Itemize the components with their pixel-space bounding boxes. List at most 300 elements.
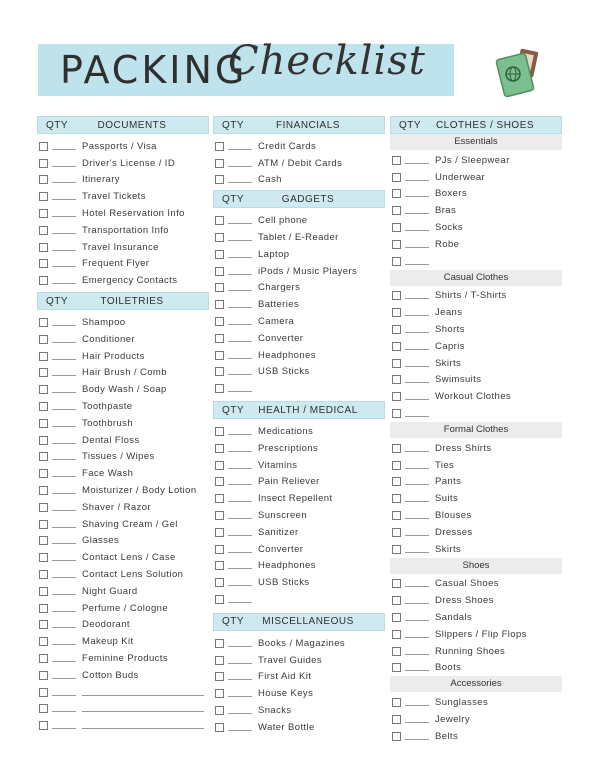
item-label: Converter (258, 332, 304, 344)
qty-field[interactable] (52, 560, 76, 561)
qty-field[interactable] (405, 230, 429, 231)
qty-field[interactable] (228, 518, 252, 519)
qty-field[interactable] (52, 166, 76, 167)
checkbox[interactable] (39, 352, 48, 361)
item-label: Dress Shoes (435, 595, 494, 607)
checkbox[interactable] (392, 240, 401, 249)
checkbox[interactable] (39, 385, 48, 394)
qty-field[interactable] (405, 620, 429, 621)
list-accessories (390, 694, 562, 744)
checkbox[interactable] (39, 209, 48, 218)
checkbox[interactable] (392, 613, 401, 622)
qty-field[interactable] (52, 577, 76, 578)
subheader-essentials: Essentials (390, 134, 562, 150)
qty-field[interactable] (52, 459, 76, 460)
qty-field[interactable] (52, 594, 76, 595)
qty-field[interactable] (228, 257, 252, 258)
checkbox[interactable] (392, 291, 401, 300)
checkbox[interactable] (392, 342, 401, 351)
qty-label: QTY (221, 616, 245, 628)
checkbox[interactable] (39, 688, 48, 697)
checkbox[interactable] (215, 561, 224, 570)
qty-field[interactable] (228, 713, 252, 714)
checkbox[interactable] (392, 156, 401, 165)
checkbox[interactable] (39, 671, 48, 680)
checklist-item (390, 253, 562, 270)
checklist-item (390, 592, 562, 609)
checkbox[interactable] (39, 142, 48, 151)
checklist-item (390, 355, 562, 372)
checkbox[interactable] (39, 226, 48, 235)
qty-field[interactable] (52, 182, 76, 183)
qty-field[interactable] (405, 315, 429, 316)
checkbox[interactable] (215, 142, 224, 151)
qty-field[interactable] (52, 199, 76, 200)
checkbox[interactable] (392, 173, 401, 182)
qty-field[interactable] (228, 358, 252, 359)
checkbox[interactable] (39, 318, 48, 327)
item-label: USB Sticks (258, 366, 310, 378)
checklist-item (213, 229, 385, 246)
checkbox[interactable] (215, 477, 224, 486)
checkbox[interactable] (392, 579, 401, 588)
checkbox[interactable] (39, 570, 48, 579)
checklist-item (213, 507, 385, 524)
checklist-item (390, 321, 562, 338)
checkbox[interactable] (392, 545, 401, 554)
section-header-clothes (390, 116, 562, 134)
checkbox[interactable] (215, 427, 224, 436)
checkbox[interactable] (392, 647, 401, 656)
qty-field[interactable] (228, 696, 252, 697)
qty-field[interactable] (52, 493, 76, 494)
checkbox[interactable] (392, 223, 401, 232)
item-label: Travel Guides (258, 654, 322, 666)
qty-field[interactable] (52, 149, 76, 150)
qty-field[interactable] (228, 468, 252, 469)
qty-field[interactable] (52, 266, 76, 267)
checkbox[interactable] (39, 419, 48, 428)
checklist-item (390, 457, 562, 474)
section-header-health (213, 401, 385, 419)
qty-field[interactable] (52, 627, 76, 628)
qty-field[interactable] (52, 216, 76, 217)
qty-field[interactable] (52, 476, 76, 477)
checklist-item (37, 138, 209, 155)
checkbox[interactable] (39, 259, 48, 268)
qty-field[interactable] (52, 543, 76, 544)
section-title: TOILETRIES (100, 295, 164, 307)
qty-field[interactable] (52, 644, 76, 645)
item-label: Dental Floss (82, 434, 140, 446)
checkbox[interactable] (392, 511, 401, 520)
checkbox[interactable] (392, 359, 401, 368)
checkbox[interactable] (39, 704, 48, 713)
qty-field[interactable] (405, 298, 429, 299)
qty-field[interactable] (52, 678, 76, 679)
item-label: Boxers (435, 188, 467, 200)
item-label: Casual Shoes (435, 578, 499, 590)
checkbox[interactable] (215, 384, 224, 393)
item-label: Swimsuits (435, 374, 482, 386)
checkbox[interactable] (39, 620, 48, 629)
checkbox[interactable] (39, 452, 48, 461)
qty-field[interactable] (52, 728, 76, 729)
checkbox[interactable] (392, 189, 401, 198)
checkbox[interactable] (39, 721, 48, 730)
qty-field[interactable] (52, 359, 76, 360)
qty-field[interactable] (52, 233, 76, 234)
checkbox[interactable] (39, 637, 48, 646)
checklist-item (213, 364, 385, 381)
qty-field[interactable] (52, 426, 76, 427)
checklist-item (37, 314, 209, 331)
item-label: Dress Shirts (435, 442, 492, 454)
write-in-line[interactable] (82, 711, 204, 712)
checkbox[interactable] (39, 175, 48, 184)
checklist-item (390, 236, 562, 253)
qty-field[interactable] (52, 250, 76, 251)
checklist-item (37, 566, 209, 583)
section-title: FINANCIALS (276, 119, 340, 131)
checkbox[interactable] (39, 368, 48, 377)
write-in-line[interactable] (82, 728, 204, 729)
item-label: Contact Lens / Case (82, 552, 176, 564)
qty-field[interactable] (228, 341, 252, 342)
item-label: Snacks (258, 705, 292, 716)
qty-field[interactable] (405, 399, 429, 400)
checkbox[interactable] (392, 444, 401, 453)
qty-field[interactable] (52, 695, 76, 696)
checkbox[interactable] (39, 469, 48, 478)
checkbox[interactable] (215, 216, 224, 225)
checkbox[interactable] (215, 300, 224, 309)
item-label: Robe (435, 238, 460, 250)
checkbox[interactable] (215, 175, 224, 184)
checkbox[interactable] (215, 494, 224, 503)
subheader-accessories: Accessories (390, 676, 562, 692)
checkbox[interactable] (392, 715, 401, 724)
item-label: Capris (435, 340, 465, 352)
qty-field[interactable] (228, 501, 252, 502)
checklist-item (390, 186, 562, 203)
qty-field[interactable] (228, 730, 252, 731)
qty-field[interactable] (228, 274, 252, 275)
qty-field[interactable] (228, 290, 252, 291)
checkbox[interactable] (215, 159, 224, 168)
checkbox[interactable] (392, 461, 401, 470)
checkbox[interactable] (215, 461, 224, 470)
qty-field[interactable] (405, 670, 429, 671)
qty-label: QTY (221, 193, 245, 205)
checkbox[interactable] (39, 402, 48, 411)
item-label: Batteries (258, 299, 300, 311)
qty-field[interactable] (228, 391, 252, 392)
item-label: Sunglasses (435, 697, 489, 709)
checkbox[interactable] (392, 630, 401, 639)
checklist-item (37, 617, 209, 634)
section-title: CLOTHES / SHOES (435, 119, 535, 131)
qty-field[interactable] (228, 646, 252, 647)
qty-field[interactable] (52, 661, 76, 662)
checkbox[interactable] (39, 276, 48, 285)
qty-field[interactable] (405, 163, 429, 164)
checklist-item (390, 490, 562, 507)
item-label: Vitamins (258, 459, 298, 471)
section-header-toiletries (37, 292, 209, 310)
qty-field[interactable] (405, 451, 429, 452)
qty-field[interactable] (228, 240, 252, 241)
checkbox[interactable] (215, 267, 224, 276)
checklist-item (390, 728, 562, 745)
checklist-item (213, 280, 385, 297)
qty-field[interactable] (52, 392, 76, 393)
checkbox[interactable] (215, 351, 224, 360)
qty-field[interactable] (228, 451, 252, 452)
section-header-gadgets (213, 190, 385, 208)
item-label: Driver's License / ID (82, 157, 176, 169)
checkbox[interactable] (215, 639, 224, 648)
checkbox[interactable] (215, 367, 224, 376)
checklist-item (213, 490, 385, 507)
section-header-documents (37, 116, 209, 134)
qty-field[interactable] (405, 180, 429, 181)
checkbox[interactable] (39, 604, 48, 613)
section-header-financials (213, 116, 385, 134)
checkbox[interactable] (215, 511, 224, 520)
checkbox[interactable] (39, 503, 48, 512)
qty-field[interactable] (228, 585, 252, 586)
qty-field[interactable] (228, 663, 252, 664)
checklist-item (213, 347, 385, 364)
qty-field[interactable] (228, 182, 252, 183)
section-title: MISCELLANEOUS (262, 616, 354, 628)
checkbox[interactable] (392, 528, 401, 537)
qty-field[interactable] (228, 484, 252, 485)
item-label: Toothbrush (82, 417, 134, 429)
checkbox[interactable] (215, 706, 224, 715)
item-label: Dresses (435, 526, 473, 538)
qty-field[interactable] (405, 705, 429, 706)
qty-field[interactable] (405, 586, 429, 587)
section-header-misc (213, 613, 385, 631)
item-label: Blouses (435, 510, 472, 522)
qty-field[interactable] (405, 247, 429, 248)
checkbox[interactable] (392, 308, 401, 317)
list-documents (37, 138, 209, 289)
item-label: Emergency Contacts (82, 275, 178, 287)
checkbox[interactable] (215, 723, 224, 732)
checkbox[interactable] (39, 192, 48, 201)
qty-field[interactable] (405, 349, 429, 350)
qty-field[interactable] (228, 568, 252, 569)
checkbox[interactable] (39, 243, 48, 252)
checkbox[interactable] (392, 477, 401, 486)
checkbox[interactable] (392, 409, 401, 418)
checkbox[interactable] (39, 159, 48, 168)
checkbox[interactable] (39, 654, 48, 663)
checkbox[interactable] (392, 257, 401, 266)
passport-icon (494, 46, 548, 100)
qty-field[interactable] (405, 739, 429, 740)
checkbox[interactable] (215, 250, 224, 259)
checkbox[interactable] (39, 587, 48, 596)
item-label: Shirts / T-Shirts (435, 290, 507, 302)
checklist-item (390, 405, 562, 422)
checkbox[interactable] (392, 663, 401, 672)
qty-field[interactable] (52, 443, 76, 444)
qty-field[interactable] (228, 166, 252, 167)
item-label: Itinerary (82, 174, 120, 186)
checkbox[interactable] (392, 698, 401, 707)
qty-field[interactable] (52, 409, 76, 410)
checkbox[interactable] (39, 335, 48, 344)
qty-field[interactable] (405, 332, 429, 333)
checklist-item (37, 155, 209, 172)
qty-field[interactable] (228, 679, 252, 680)
checklist-item (390, 169, 562, 186)
item-label: Toothpaste (82, 401, 133, 413)
qty-field[interactable] (405, 654, 429, 655)
qty-field[interactable] (52, 342, 76, 343)
item-label: Jeans (435, 307, 463, 319)
blank-checklist-item (37, 684, 209, 701)
checkbox[interactable] (215, 317, 224, 326)
checkbox[interactable] (392, 375, 401, 384)
qty-field[interactable] (228, 149, 252, 150)
checklist-item (213, 652, 385, 669)
checkbox[interactable] (215, 528, 224, 537)
checkbox[interactable] (392, 596, 401, 605)
qty-field[interactable] (405, 213, 429, 214)
checkbox[interactable] (392, 494, 401, 503)
checklist-item (37, 600, 209, 617)
qty-field[interactable] (228, 223, 252, 224)
page-title-script: Checklist (228, 38, 426, 84)
checkbox[interactable] (392, 325, 401, 334)
qty-field[interactable] (405, 416, 429, 417)
qty-field[interactable] (405, 518, 429, 519)
checklist-item (37, 482, 209, 499)
qty-field[interactable] (405, 603, 429, 604)
qty-label: QTY (398, 119, 422, 131)
checkbox[interactable] (215, 545, 224, 554)
checkbox[interactable] (215, 578, 224, 587)
checkbox[interactable] (215, 689, 224, 698)
qty-field[interactable] (228, 307, 252, 308)
qty-field[interactable] (228, 552, 252, 553)
item-label: Pants (435, 476, 462, 488)
qty-field[interactable] (405, 468, 429, 469)
checkbox[interactable] (215, 334, 224, 343)
item-label: Shaving Cream / Gel (82, 518, 178, 530)
item-label: Contact Lens Solution (82, 569, 184, 581)
qty-field[interactable] (228, 535, 252, 536)
item-label: Converter (258, 543, 304, 555)
qty-field[interactable] (405, 501, 429, 502)
qty-label: QTY (45, 119, 69, 131)
checkbox[interactable] (215, 656, 224, 665)
item-label: Passports / Visa (82, 140, 157, 152)
qty-field[interactable] (228, 374, 252, 375)
qty-field[interactable] (52, 510, 76, 511)
checkbox[interactable] (392, 206, 401, 215)
checklist-item (390, 541, 562, 558)
checkbox[interactable] (39, 486, 48, 495)
checklist-item (213, 685, 385, 702)
write-in-line[interactable] (82, 695, 204, 696)
qty-field[interactable] (228, 324, 252, 325)
qty-field[interactable] (52, 325, 76, 326)
qty-field[interactable] (405, 382, 429, 383)
item-label: Headphones (258, 560, 316, 572)
checkbox[interactable] (39, 520, 48, 529)
checklist-item (37, 188, 209, 205)
item-label: Suits (435, 493, 459, 505)
qty-field[interactable] (405, 722, 429, 723)
checklist-item (213, 524, 385, 541)
checklist-item (37, 583, 209, 600)
qty-field[interactable] (405, 196, 429, 197)
checkbox[interactable] (215, 233, 224, 242)
checklist-item (37, 415, 209, 432)
checklist-item (390, 304, 562, 321)
checklist-item (213, 313, 385, 330)
checklist-item (390, 288, 562, 305)
list-toiletries (37, 314, 209, 684)
qty-field[interactable] (405, 637, 429, 638)
qty-field[interactable] (52, 283, 76, 284)
qty-field[interactable] (405, 552, 429, 553)
checklist-item (390, 474, 562, 491)
qty-field[interactable] (52, 375, 76, 376)
checkbox[interactable] (39, 436, 48, 445)
item-label: Bras (435, 205, 457, 217)
qty-field[interactable] (405, 264, 429, 265)
qty-field[interactable] (228, 602, 252, 603)
qty-field[interactable] (52, 611, 76, 612)
checklist-item (213, 719, 385, 736)
checklist-item (37, 398, 209, 415)
qty-field[interactable] (228, 434, 252, 435)
qty-field[interactable] (405, 366, 429, 367)
checklist-item (390, 440, 562, 457)
checkbox[interactable] (39, 536, 48, 545)
item-label: Prescriptions (258, 442, 319, 454)
checkbox[interactable] (215, 595, 224, 604)
checklist-item (390, 643, 562, 660)
checkbox[interactable] (215, 444, 224, 453)
qty-field[interactable] (52, 527, 76, 528)
checkbox[interactable] (392, 392, 401, 401)
qty-field[interactable] (405, 535, 429, 536)
checkbox[interactable] (39, 553, 48, 562)
item-label: Shaver / Razor (82, 501, 151, 513)
qty-field[interactable] (405, 484, 429, 485)
checklist-item (390, 372, 562, 389)
item-label: Medications (258, 426, 314, 438)
checkbox[interactable] (392, 732, 401, 741)
list-health (213, 423, 385, 608)
checklist-item (390, 219, 562, 236)
item-label: Underwear (435, 171, 486, 183)
checklist-item (37, 256, 209, 273)
item-label: Transportation Info (82, 224, 169, 236)
qty-field[interactable] (52, 711, 76, 712)
checkbox[interactable] (215, 283, 224, 292)
item-label: ATM / Debit Cards (258, 157, 343, 169)
checkbox[interactable] (215, 672, 224, 681)
